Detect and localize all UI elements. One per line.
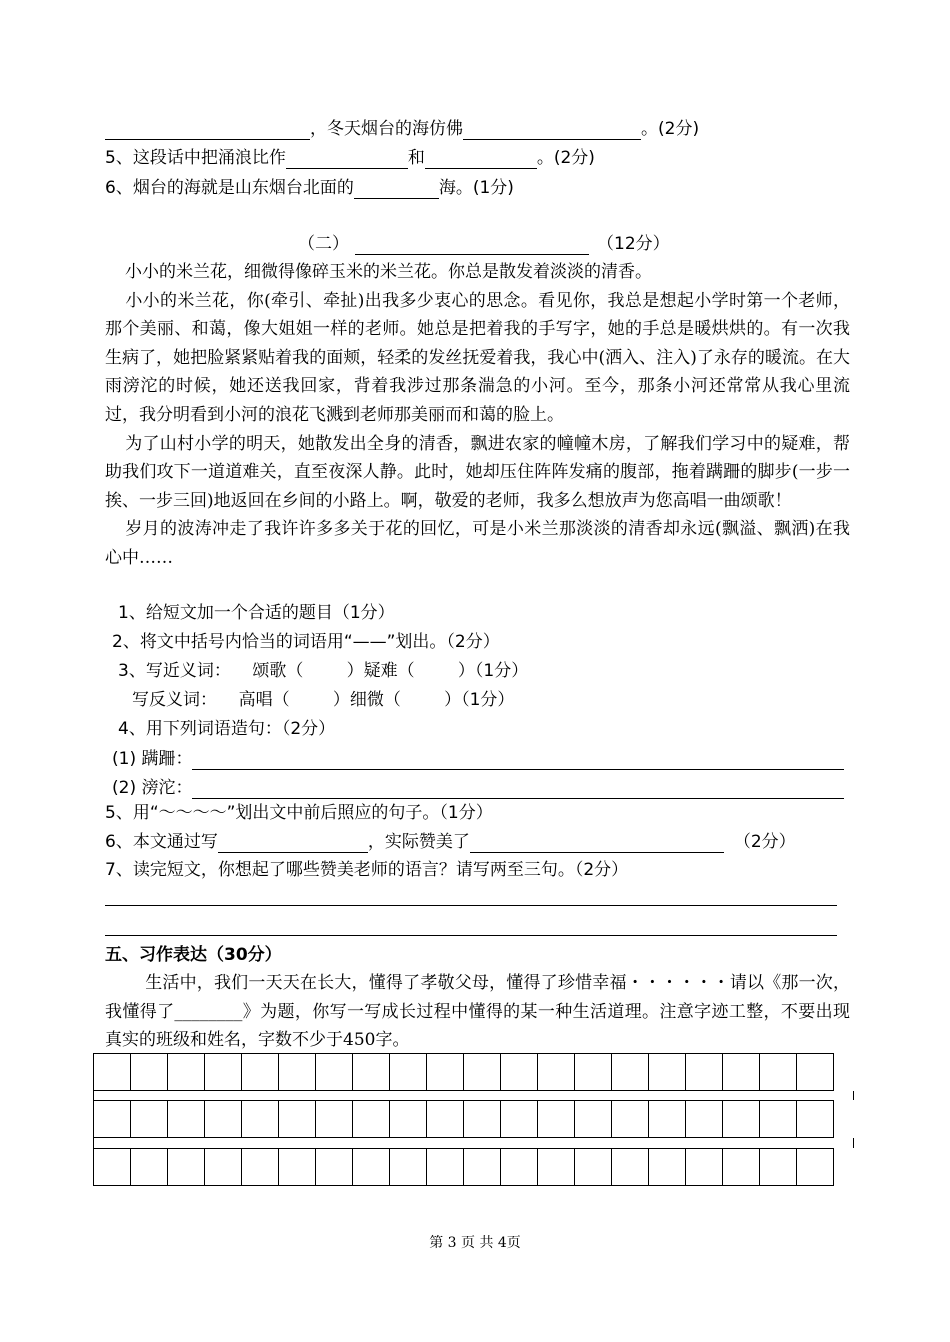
writing-grid-row[interactable]: [93, 1053, 834, 1091]
question-4-1: (1) 蹒跚：: [112, 748, 844, 770]
title-blank[interactable]: [355, 237, 589, 255]
question-2: 2、将文中括号内恰当的词语用“——”划出。（2分）: [112, 632, 500, 652]
section5-title: 五、习作表达（30分）: [105, 945, 282, 965]
passage-paragraph: 岁月的波涛冲走了我许许多多关于花的回忆，可是小米兰那淡淡的清香却永远(飘溢、飘洒)在我心中……: [105, 519, 850, 568]
answer-line[interactable]: [105, 905, 837, 906]
answer-line[interactable]: [105, 935, 837, 936]
answer-blank[interactable]: [105, 122, 310, 140]
section2-heading: [298, 233, 670, 255]
writing-grid-row[interactable]: [93, 1100, 834, 1138]
answer-blank[interactable]: [354, 181, 439, 199]
question-1: 1、给短文加一个合适的题目（1分）: [118, 603, 395, 623]
answer-blank[interactable]: [470, 835, 724, 853]
answer-blank[interactable]: [192, 752, 844, 770]
question-4: 4、用下列词语造句：（2分）: [118, 719, 336, 739]
answer-blank[interactable]: [425, 151, 537, 169]
q5-prefix: 5、这段话中把涌浪比作: [105, 148, 286, 168]
q5-line: [105, 147, 595, 169]
passage-paragraph: 为了山村小学的明天，她散发出全身的清香，飘进农家的幢幢木房，了解我们学习中的疑难，帮助我们攻下一道道难关，直至夜深人静。此时，她却压住阵阵发痛的腹部，拖着蹒跚的脚步(一步一挨、一步三回)地返回在乡间的小路上。啊，敬爱的老师，我多么想放声为您高唱一曲颂歌！: [105, 433, 850, 511]
section2-score: （12分）: [597, 234, 670, 254]
q6-line: [105, 177, 514, 199]
answer-blank[interactable]: [286, 151, 408, 169]
section2-label: （二）: [298, 234, 349, 254]
passage-paragraph: 小小的米兰花，细微得像碎玉米的米兰花。你总是散发着淡淡的清香。: [125, 262, 652, 282]
q5-mid: 和: [407, 148, 425, 168]
q4-tail-line: [105, 118, 699, 140]
passage: [105, 258, 850, 573]
q6-prefix: 6、烟台的海就是山东烟台北面的: [105, 178, 354, 198]
question-4-2: (2) 滂沱：: [112, 777, 844, 799]
section5-prompt: 生活中，我们一天天在长大，懂得了孝敬父母，懂得了珍惜幸福・・・・・・请以《那一次，我懂得了________》为题，你写一写成长过程中懂得的某一种生活道理。注意字迹工整，不要出现真实的班级和姓名，字数不少于450字。: [105, 973, 850, 1051]
question-6: 6、本文通过写 ，实际赞美了 （2分）: [105, 832, 796, 852]
question-3-antonyms: 写反义词： 高唱（ ）细微（ ）（1分）: [132, 690, 515, 710]
grid-gap: [93, 1091, 854, 1100]
question-7: 7、读完短文，你想起了哪些赞美老师的语言？请写两至三句。（2分）: [105, 860, 629, 880]
passage-paragraph: 小小的米兰花，你(牵引、牵扯)出我多少衷心的思念。看见你，我总是想起小学时第一个老师，那个美丽、和蔼，像大姐姐一样的老师。她总是把着我的手写字，她的手总是暖烘烘的。有一次我生病了，她把脸紧紧贴着我的面颊，轻柔的发丝抚爱着我，我心中(洒入、注入)了永存的暖流。在大雨滂沱的时候，她还送我回家，背着我涉过那条湍急的小河。至今，那条小河还常常从我心里流过，我分明看到小河的浪花飞溅到老师那美丽而和蔼的脸上。: [105, 290, 850, 425]
grid-gap: [93, 1138, 854, 1148]
writing-grid-row[interactable]: [93, 1148, 834, 1186]
q6-suffix: 海。(1分): [438, 178, 514, 198]
answer-blank[interactable]: [463, 122, 641, 140]
answer-blank[interactable]: [192, 781, 844, 799]
q5-suffix: 。(2分): [536, 148, 595, 168]
answer-blank[interactable]: [218, 835, 368, 853]
q4-tail-score: 。(2分): [641, 119, 700, 139]
page-footer: 第 3 页 共 4页: [429, 1235, 521, 1251]
question-5: 5、用“～～～～”划出文中前后照应的句子。（1分）: [105, 803, 493, 823]
q4-tail-mid: ，冬天烟台的海仿佛: [310, 119, 463, 139]
question-3-synonyms: 3、写近义词： 颂歌（ ）疑难（ ）（1分）: [118, 661, 529, 681]
